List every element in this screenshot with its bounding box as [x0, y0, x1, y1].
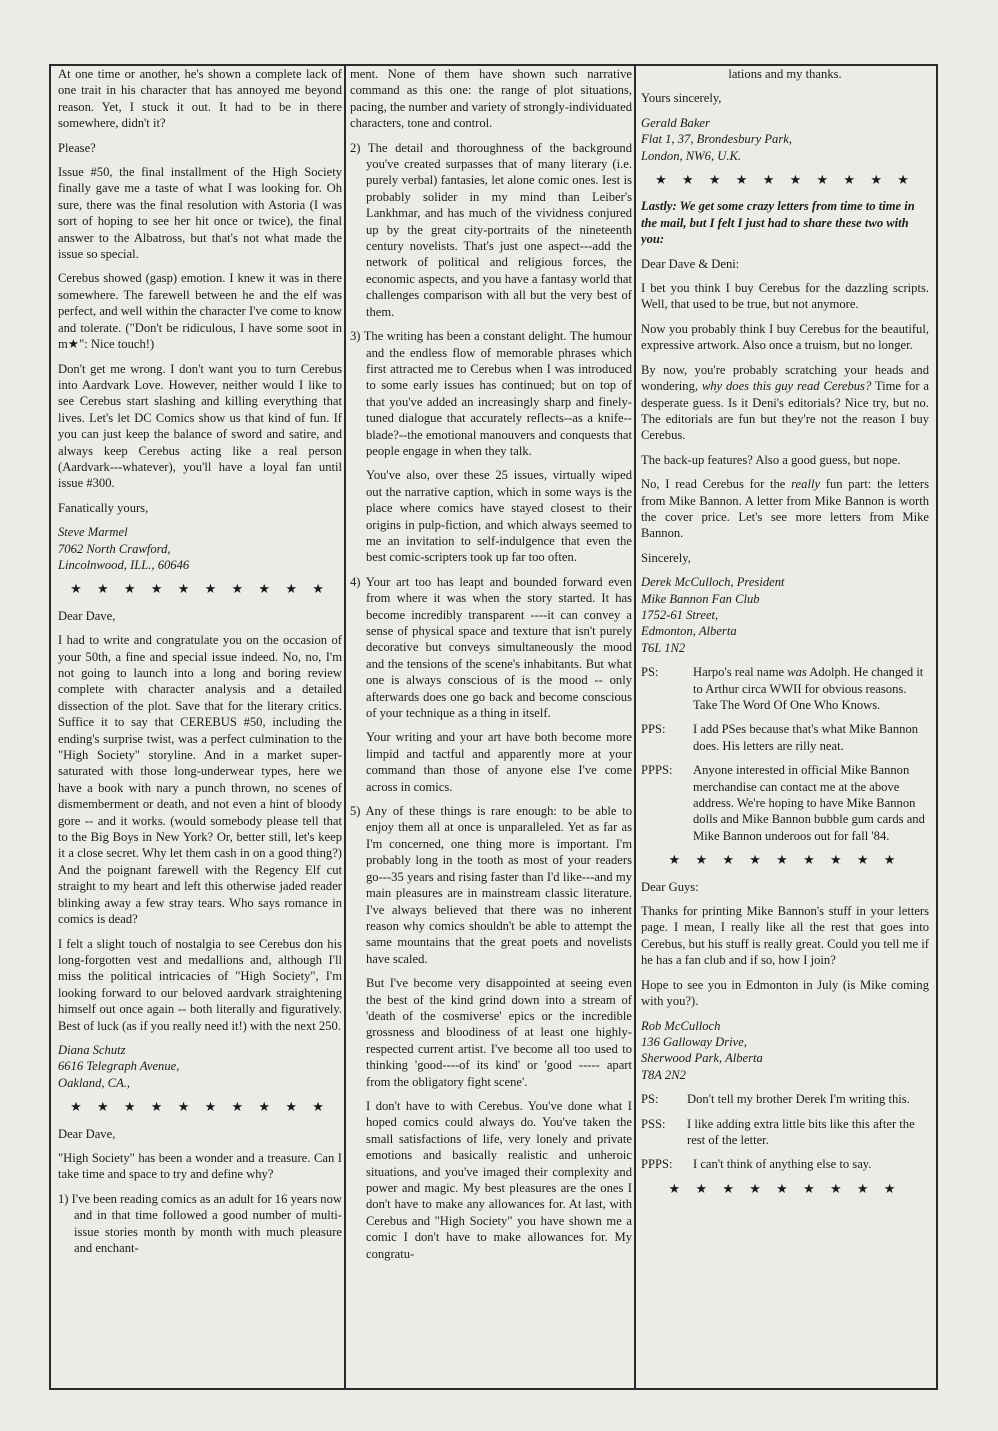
salutation: Dear Dave,: [58, 1126, 116, 1141]
signature-address: Mike Bannon Fan Club: [641, 591, 760, 606]
signature-address: Oakland, CA.,: [58, 1075, 131, 1090]
postscript: [641, 762, 929, 844]
postscript: [641, 1116, 929, 1149]
text-run: Time for a desperate guess. Is it Deni's editorials? Nice try, but no. The editorials are fun but they're not the reason I buy Cerebus.: [641, 379, 929, 443]
text-run: By now, you're probably scratching your heads and wondering,: [641, 362, 929, 394]
star-separator: ★ ★ ★ ★ ★ ★ ★ ★ ★: [668, 1180, 902, 1196]
closing: Fanatically yours,: [58, 500, 149, 515]
ps-text: I like adding extra little bits like this after the rest of the letter.: [687, 1116, 915, 1147]
paragraph: [641, 362, 929, 444]
paragraph: Hope to see you in Edmonton in July (is Mike coming with you?).: [641, 977, 929, 1009]
ps-text: [693, 664, 929, 713]
paragraph: The back-up features? Also a good guess, but nope.: [641, 452, 901, 467]
salutation: Dear Guys:: [641, 879, 699, 894]
signature-address: Sherwood Park, Alberta: [641, 1051, 763, 1066]
ps-text: I can't think of anything else to say.: [693, 1157, 872, 1172]
signature-name: Steve Marmel: [58, 525, 128, 540]
paragraph: I felt a slight touch of nostalgia to see Cerebus don his long-forgotten vest and medallions and, although I'll miss the political intricacies of "High Society", I'm looking forward to our beloved aardvark straightening himself out once again -- both literally and figuratively. Best of luck (as if you really need it!) with the next 250.: [58, 936, 342, 1033]
paragraph: Please?: [58, 140, 96, 155]
ps-label: PSS:: [641, 1116, 666, 1131]
signature-block: [641, 115, 929, 164]
ps-label: PPPS:: [641, 1157, 673, 1172]
signature-name: Rob McCulloch: [641, 1018, 721, 1033]
postscript: [641, 721, 929, 754]
paragraph: "High Society" has been a wonder and a treasure. Can I take time and space to try and define why?: [58, 1150, 342, 1182]
salutation: Dear Dave,: [58, 608, 116, 623]
paragraph: I bet you think I buy Cerebus for the dazzling scripts. Well, that used to be true, but not anymore.: [641, 281, 929, 312]
salutation: Dear Dave & Deni:: [641, 256, 740, 271]
signature-block: [641, 574, 929, 656]
numbered-paragraph: 4) Your art too has leapt and bounded forward even from where it was when the story started. It has become incredibly transparent ----it can convey a sense of physical space and texture that isn't purely decorative but conveys simultaneously the mood and the tensions of the scene's inhabitants. But what one is always conscious of is the mood -- only afterwards does one go back and become conscious of your technique as a thing in itself.: [350, 574, 632, 721]
signature-name: Gerald Baker: [641, 115, 710, 130]
star-separator: ★ ★ ★ ★ ★ ★ ★ ★ ★ ★: [655, 172, 915, 188]
paragraph: [641, 476, 929, 542]
text-run: No, I read Cerebus for the: [641, 477, 792, 492]
signature-address: 1752-61 Street,: [641, 607, 719, 622]
ps-label: PS:: [641, 1092, 659, 1107]
signature-address: 6616 Telegraph Avenue,: [58, 1059, 180, 1074]
signature-block: [58, 524, 342, 573]
numbered-paragraph: 2) The detail and thoroughness of the background you've created surpasses that of many literary (i.e. purely verbal) fantasies, let alone comic ones. Iest is probably solider in my mind than Leiber's Lankhmar, and has much of the vividness conjured up by the great city-portraits of the nineteenth century novelists. That's just one aspect---add the network of political and religious forces, the economic aspects, and you have a fantasy world that challenges comparison with all but the very best of them.: [350, 140, 632, 319]
paragraph: Don't get me wrong. I don't want you to turn Cerebus into Aardvark Love. However, neither would I like to see Cerebus start slashing and killing everything that lives. Let's let DC Comics show us that kind of fun. If you can just keep the balance of sword and satire, and always keep Cerebus acting like a real person (Aardvark---whatever), you'll have a loyal fan until issue #300.: [58, 361, 342, 491]
signature-address: London, NW6, U.K.: [641, 148, 742, 163]
closing: Sincerely,: [641, 550, 691, 565]
paragraph: Issue #50, the final installment of the High Society finally gave me a taste of what I was looking for. Oh sure, there was the final resolution with Astoria (I was sort of hoping to see her hit once or twice), the final answer to the Albatross, but that's not what made the issue so special.: [58, 165, 342, 262]
emphasis: really: [791, 477, 821, 492]
signature-address: Lincolnwood, ILL., 60646: [58, 557, 190, 572]
signature-block: [641, 1018, 929, 1084]
star-separator: ★ ★ ★ ★ ★ ★ ★ ★ ★ ★: [70, 581, 330, 597]
column-divider: [344, 64, 346, 1390]
signature-name: Diana Schutz: [58, 1042, 126, 1057]
paragraph: I don't have to with Cerebus. You've done what I hoped comics could always do. You've taken the small satisfactions of life, very lonely and private emotions and basically realistic and unheroic situations, and you've imaged their complexity and power and magic. My best pleasures are the ones I don't have to make any allowances for. At last, with Cerebus and "High Society" you have shown me a comic I don't have to make allowances for. My congratu-: [366, 1098, 632, 1261]
paragraph: ment. None of them have shown such narrative command as this one: the range of plot situations, pacing, the number and variety of strongly-individuated characters, tone and control.: [350, 67, 632, 131]
column-divider: [634, 64, 636, 1390]
signature-address: 136 Galloway Drive,: [641, 1034, 747, 1049]
signature-address: T6L 1N2: [641, 640, 686, 655]
paragraph: At one time or another, he's shown a complete lack of one trait in his character that has annoyed me beyond reason. Yet, I stuck it out. It had to be in there somewhere, didn't it?: [58, 67, 342, 131]
postscript: [641, 1156, 929, 1172]
paragraph: Thanks for printing Mike Bannon's stuff in your letters page. I mean, I really like all the rest that goes into Cerebus, but his stuff is really great. Could you tell me if he has a fan club and if so, how I join?: [641, 904, 929, 968]
signature-address: Flat 1, 37, Brondesbury Park,: [641, 132, 792, 147]
paragraph: You've also, over these 25 issues, virtually wiped out the narrative caption, which in some ways is the place where comics have stayed closest to their origins in pulp-fiction, and which always seemed to me an invitation to self-indulgence that even the best comic-scripters took up far too often.: [366, 468, 632, 565]
signature-block: [58, 1042, 342, 1091]
column-1: [58, 66, 342, 1388]
text-run: Adolph. He changed it to Arthur circa WWII for obvious reasons. Take The Word Of One Who Knows.: [693, 665, 924, 712]
signature-address: T8A 2N2: [641, 1067, 686, 1082]
star-separator: ★ ★ ★ ★ ★ ★ ★ ★ ★: [668, 852, 902, 868]
paragraph: Now you probably think I buy Cerebus for the beautiful, expressive artwork. Also once a truism, but no longer.: [641, 321, 929, 353]
editor-note: Lastly: We get some crazy letters from time to time in the mail, but I felt I just had to share these two with you:: [641, 199, 915, 247]
ps-label: PS:: [641, 665, 659, 680]
signature-name: Derek McCulloch, President: [641, 575, 785, 590]
star-separator: ★ ★ ★ ★ ★ ★ ★ ★ ★ ★: [70, 1099, 330, 1115]
emphasis: was: [787, 665, 807, 680]
postscript: [641, 664, 929, 713]
ps-text: I add PSes because that's what Mike Bannon does. His letters are rilly neat.: [693, 722, 919, 753]
ps-text: Don't tell my brother Derek I'm writing this.: [687, 1092, 910, 1107]
signature-address: Edmonton, Alberta: [641, 624, 737, 639]
paragraph: Cerebus showed (gasp) emotion. I knew it was in there somewhere. The farewell between he and the elf was perfect, and well within the character I've come to know and tolerate. ("Don't be ridiculous, I have some soot in m★": Nice touch!): [58, 271, 342, 352]
paragraph: Your writing and your art have both become more limpid and tactful and apparently more at your command than those of anyone else I've come across in comics.: [366, 730, 632, 794]
paragraph: I had to write and congratulate you on the occasion of your 50th, a fine and special issue indeed. No, no, I'm not going to launch into a long and boring review complete with character analysis and a detailed dissection of the plot. Save that for the literary critics. Suffice it to say that CEREBUS #50, including the ending's surprise twist, was a perfect culmination to the "High Society" storyline. And in a market super-saturated with those long-underwear types, here we have a book with nary a punch thrown, no scenes of dismemberment or death, and not even a hint of bloody gore -- and it works. (would somebody please tell that to the Big Boys in New York? Or, better still, let's keep it a close secret. Why let them cash in on a good thing?) And the poignant farewell with the Regency Elf cut straight to my heart and left this otherwise jaded reader blinking away a few stray tears. Who says romance in comics is dead?: [58, 633, 342, 927]
text-run: Harpo's real name: [693, 665, 788, 680]
ps-label: PPPS:: [641, 763, 673, 778]
column-2: [350, 66, 632, 1388]
numbered-paragraph: 5) Any of these things is rare enough: to be able to enjoy them all at once is unparalleled. Yet as far as I'm concerned, one thing more is important. I'm probably long in the tooth as most of your readers go---35 years and rising faster than I'd like---and my main pleasures are in mainstream classic literature. I've always believed that there was no inherent reason why comics shouldn't be able to attempt the same mountains that the great poets and novelists have scaled.: [350, 804, 632, 966]
numbered-paragraph: 3) The writing has been a constant delight. The humour and the endless flow of memorable phrases which first attracted me to Cerebus when I was introduced to some early issues has continued; but on top of that you've added an increasingly sharp and finely-tuned dialogue that accurately reflects--as a knife--blade?--the emotional manouvers and conquests that people engage in when they talk.: [350, 329, 632, 458]
ps-label: PPS:: [641, 722, 666, 737]
column-3: [641, 66, 929, 1388]
emphasis: why does this guy read Cerebus?: [701, 379, 872, 394]
paragraph: lations and my thanks.: [728, 67, 842, 81]
numbered-paragraph: 1) I've been reading comics as an adult for 16 years now and in that time followed a good number of multi-issue stories month by month with much pleasure and enchant-: [58, 1191, 342, 1255]
postscript: [641, 1091, 929, 1107]
signature-address: 7062 North Crawford,: [58, 541, 171, 556]
text-run: fun part: the letters from Mike Bannon. A letter from Mike Bannon is worth the cover price. Let's see more letters from Mike Bannon.: [641, 477, 929, 541]
paragraph: But I've become very disappointed at seeing even the best of the kind grind down into a stream of 'death of the cosmiverse' epics or the incredible grossness and bloodiness of at least one highly-respected current artist. I've become all too used to thinking 'good----of its kind' or 'good ----- apart from the obligatory fight scene'.: [366, 976, 632, 1089]
closing: Yours sincerely,: [641, 91, 722, 106]
ps-text: Anyone interested in official Mike Bannon merchandise can contact me at the above address. We're hoping to have Mike Bannon dolls and Mike Bannon bubble gum cards and Mike Bannon underoos out for fall '84.: [693, 763, 925, 843]
